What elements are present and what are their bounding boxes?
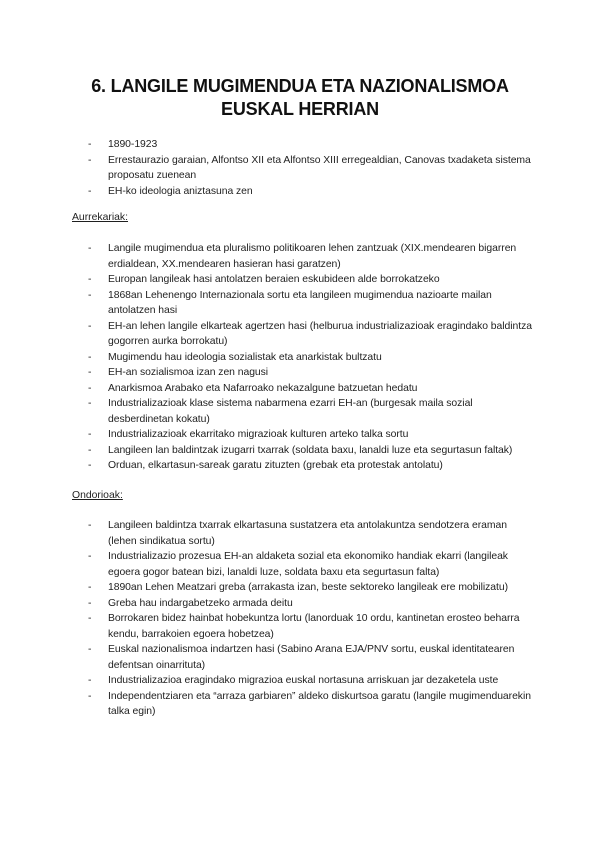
list-item: - Anarkismoa Arabako eta Nafarroako nekazalgune batzuetan hedatu <box>0 381 600 397</box>
list-item: - EH-ko ideologia aniztasuna zen <box>0 184 600 200</box>
page-title <box>40 75 560 121</box>
list-item: - Greba hau indargabetzeko armada deitu <box>0 596 600 612</box>
list-item: - Industrializazioak klase sistema nabarmena ezarri EH-an (burgesak maila sozial desberdinetan kokatu) <box>0 396 600 427</box>
list-item: - EH-an lehen langile elkarteak agertzen hasi (helburua industrializazioak eragindako baldintza gogorren aurka borrokatu) <box>0 319 600 350</box>
list-item: - Borrokaren bidez hainbat hobekuntza lortu (lanorduak 10 ordu, kantinetan erosteo beharra kendu, barrakoien egoera hobetzea) <box>0 611 600 642</box>
list-item: - Orduan, elkartasun-sareak garatu zituzten (grebak eta protestak antolatu) <box>0 458 600 474</box>
list-item: - 1890an Lehen Meatzari greba (arrakasta izan, beste sektoreko langileak ere mobilizatu) <box>0 580 600 596</box>
list-item: - Industrializazio prozesua EH-an aldaketa sozial eta ekonomiko handiak ekarri (langileak egoera gogor batean bizi, lanaldi luze, soldata baxu eta segurtasun falta) <box>0 549 600 580</box>
section-heading-consequences: Ondorioak: <box>72 490 123 501</box>
list-item: - Langileen lan baldintzak izugarri txarrak (soldata baxu, lanaldi luze eta segurtasun faltak) <box>0 443 600 459</box>
list-item: - Industrializazioak ekarritako migrazioak kulturen arteko talka sortu <box>0 427 600 443</box>
consequences-list <box>0 518 600 720</box>
page-title-line-2: EUSKAL HERRIAN <box>221 99 379 119</box>
list-item: - Langileen baldintza txarrak elkartasuna sustatzera eta antolakuntza sendotzera eraman (lehen sindikatua sortu) <box>0 518 600 549</box>
list-item: - Industrializazioa eragindako migrazioa euskal nortasuna arriskuan jar dezaketela uste <box>0 673 600 689</box>
list-item: - Independentziaren eta “arraza garbiaren” aldeko diskurtsoa garatu (langile mugimenduarekin talka egin) <box>0 689 600 720</box>
list-item: - Euskal nazionalismoa indartzen hasi (Sabino Arana EJA/PNV sortu, euskal identitatearen defentsan oinarrituta) <box>0 642 600 673</box>
list-item: - Errestaurazio garaian, Alfontso XII eta Alfontso XIII erregealdian, Canovas txadaketa sistema proposatu zuenean <box>0 153 600 184</box>
list-item: - Langile mugimendua eta pluralismo politikoaren lehen zantzuak (XIX.mendearen bigarren erdialdean, XX.mendearen hasieran hasi garatzen) <box>0 241 600 272</box>
page-title-line-1: 6. LANGILE MUGIMENDUA ETA NAZIONALISMOA <box>91 76 509 96</box>
list-item: - EH-an sozialismoa izan zen nagusi <box>0 365 600 381</box>
list-item: - Europan langileak hasi antolatzen beraien eskubideen alde borrokatzeko <box>0 272 600 288</box>
section-heading-background: Aurrekariak: <box>72 212 129 223</box>
list-item: - 1868an Lehenengo Internazionala sortu eta langileen mugimendua nazioarte mailan antolatzen hasi <box>0 288 600 319</box>
list-item: - 1890-1923 <box>0 137 600 153</box>
intro-list <box>0 137 600 199</box>
background-list <box>0 241 600 474</box>
list-item: - Mugimendu hau ideologia sozialistak eta anarkistak bultzatu <box>0 350 600 366</box>
